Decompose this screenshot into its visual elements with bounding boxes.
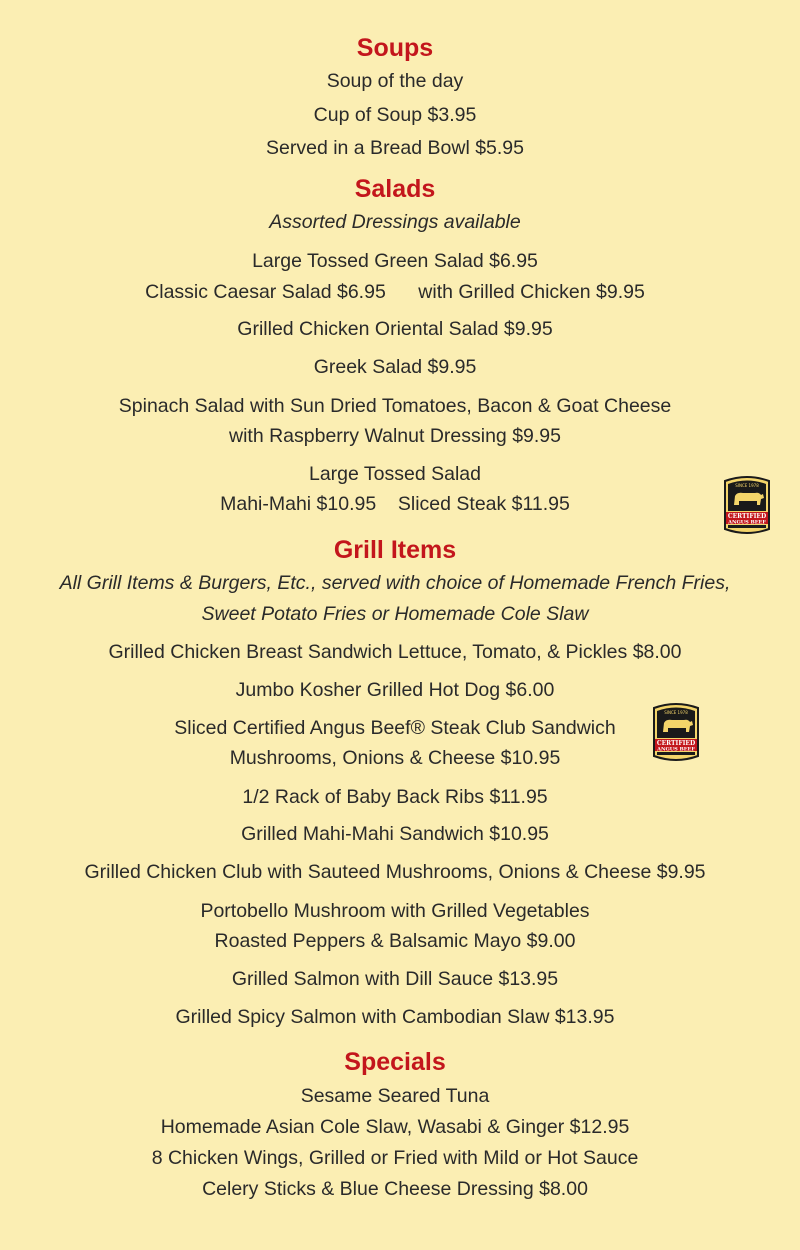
menu-line: Soup of the day	[326, 70, 464, 92]
menu-line: Celery Sticks & Blue Cheese Dressing $8.00	[202, 1178, 588, 1200]
menu-line: Roasted Peppers & Balsamic Mayo $9.00	[214, 930, 576, 952]
section-heading-grill-items: Grill Items	[333, 536, 457, 564]
svg-text:ANGUS BEEF: ANGUS BEEF	[657, 746, 695, 753]
badge-top-text: SINCE 1978	[735, 483, 759, 488]
section-heading-salads: Salads	[354, 175, 436, 203]
section-note: Sweet Potato Fries or Homemade Cole Slaw	[201, 603, 589, 625]
menu-line: Large Tossed Salad	[308, 463, 481, 485]
angus-beef-logo-icon	[721, 475, 773, 535]
menu-line: Homemade Asian Cole Slaw, Wasabi & Ginger $12.95	[160, 1116, 630, 1138]
section-note: Assorted Dressings available	[269, 211, 521, 233]
menu-line: Grilled Mahi-Mahi Sandwich $10.95	[241, 823, 549, 845]
menu-line: Large Tossed Green Salad $6.95	[252, 250, 538, 272]
menu-line: 1/2 Rack of Baby Back Ribs $11.95	[242, 786, 548, 808]
menu-line: Sliced Certified Angus Beef® Steak Club Sandwich	[174, 717, 616, 739]
menu-line: Grilled Chicken Breast Sandwich Lettuce, Tomato, & Pickles $8.00	[108, 641, 682, 663]
menu-line: Grilled Chicken Oriental Salad $9.95	[237, 318, 553, 340]
menu-line: 8 Chicken Wings, Grilled or Fried with Mild or Hot Sauce	[151, 1147, 639, 1169]
menu-line: Grilled Spicy Salmon with Cambodian Slaw $13.95	[175, 1006, 615, 1028]
menu-line: Served in a Bread Bowl $5.95	[266, 137, 524, 159]
menu-line: Jumbo Kosher Grilled Hot Dog $6.00	[235, 679, 555, 701]
section-heading-specials: Specials	[344, 1048, 446, 1076]
menu-line: with Raspberry Walnut Dressing $9.95	[228, 425, 561, 447]
menu-line: Mushrooms, Onions & Cheese $10.95	[229, 747, 561, 769]
menu-line: Spinach Salad with Sun Dried Tomatoes, Bacon & Goat Cheese	[118, 395, 672, 417]
menu-line: Cup of Soup $3.95	[313, 104, 477, 126]
menu-line: Greek Salad $9.95	[313, 356, 477, 378]
certified-angus-beef-logo	[650, 702, 702, 762]
svg-text:ANGUS BEEF: ANGUS BEEF	[728, 519, 766, 526]
menu-line: Sesame Seared Tuna	[300, 1085, 490, 1107]
certified-angus-beef-logo	[721, 475, 773, 535]
section-heading-soups: Soups	[356, 34, 434, 62]
menu-line: Portobello Mushroom with Grilled Vegetables	[200, 900, 590, 922]
menu-line: Classic Caesar Salad $6.95 with Grilled Chicken $9.95	[145, 281, 645, 303]
angus-beef-logo-icon	[650, 702, 702, 762]
section-note: All Grill Items & Burgers, Etc., served with choice of Homemade French Fries,	[59, 572, 731, 594]
svg-text:CERTIFIED: CERTIFIED	[727, 513, 767, 520]
svg-text:CERTIFIED: CERTIFIED	[656, 740, 696, 747]
svg-text:SINCE 1978: SINCE 1978	[664, 710, 688, 715]
menu-line: Grilled Salmon with Dill Sauce $13.95	[231, 968, 559, 990]
menu-line: Mahi-Mahi $10.95 Sliced Steak $11.95	[220, 493, 570, 515]
menu-line: Grilled Chicken Club with Sauteed Mushrooms, Onions & Cheese $9.95	[84, 861, 706, 883]
